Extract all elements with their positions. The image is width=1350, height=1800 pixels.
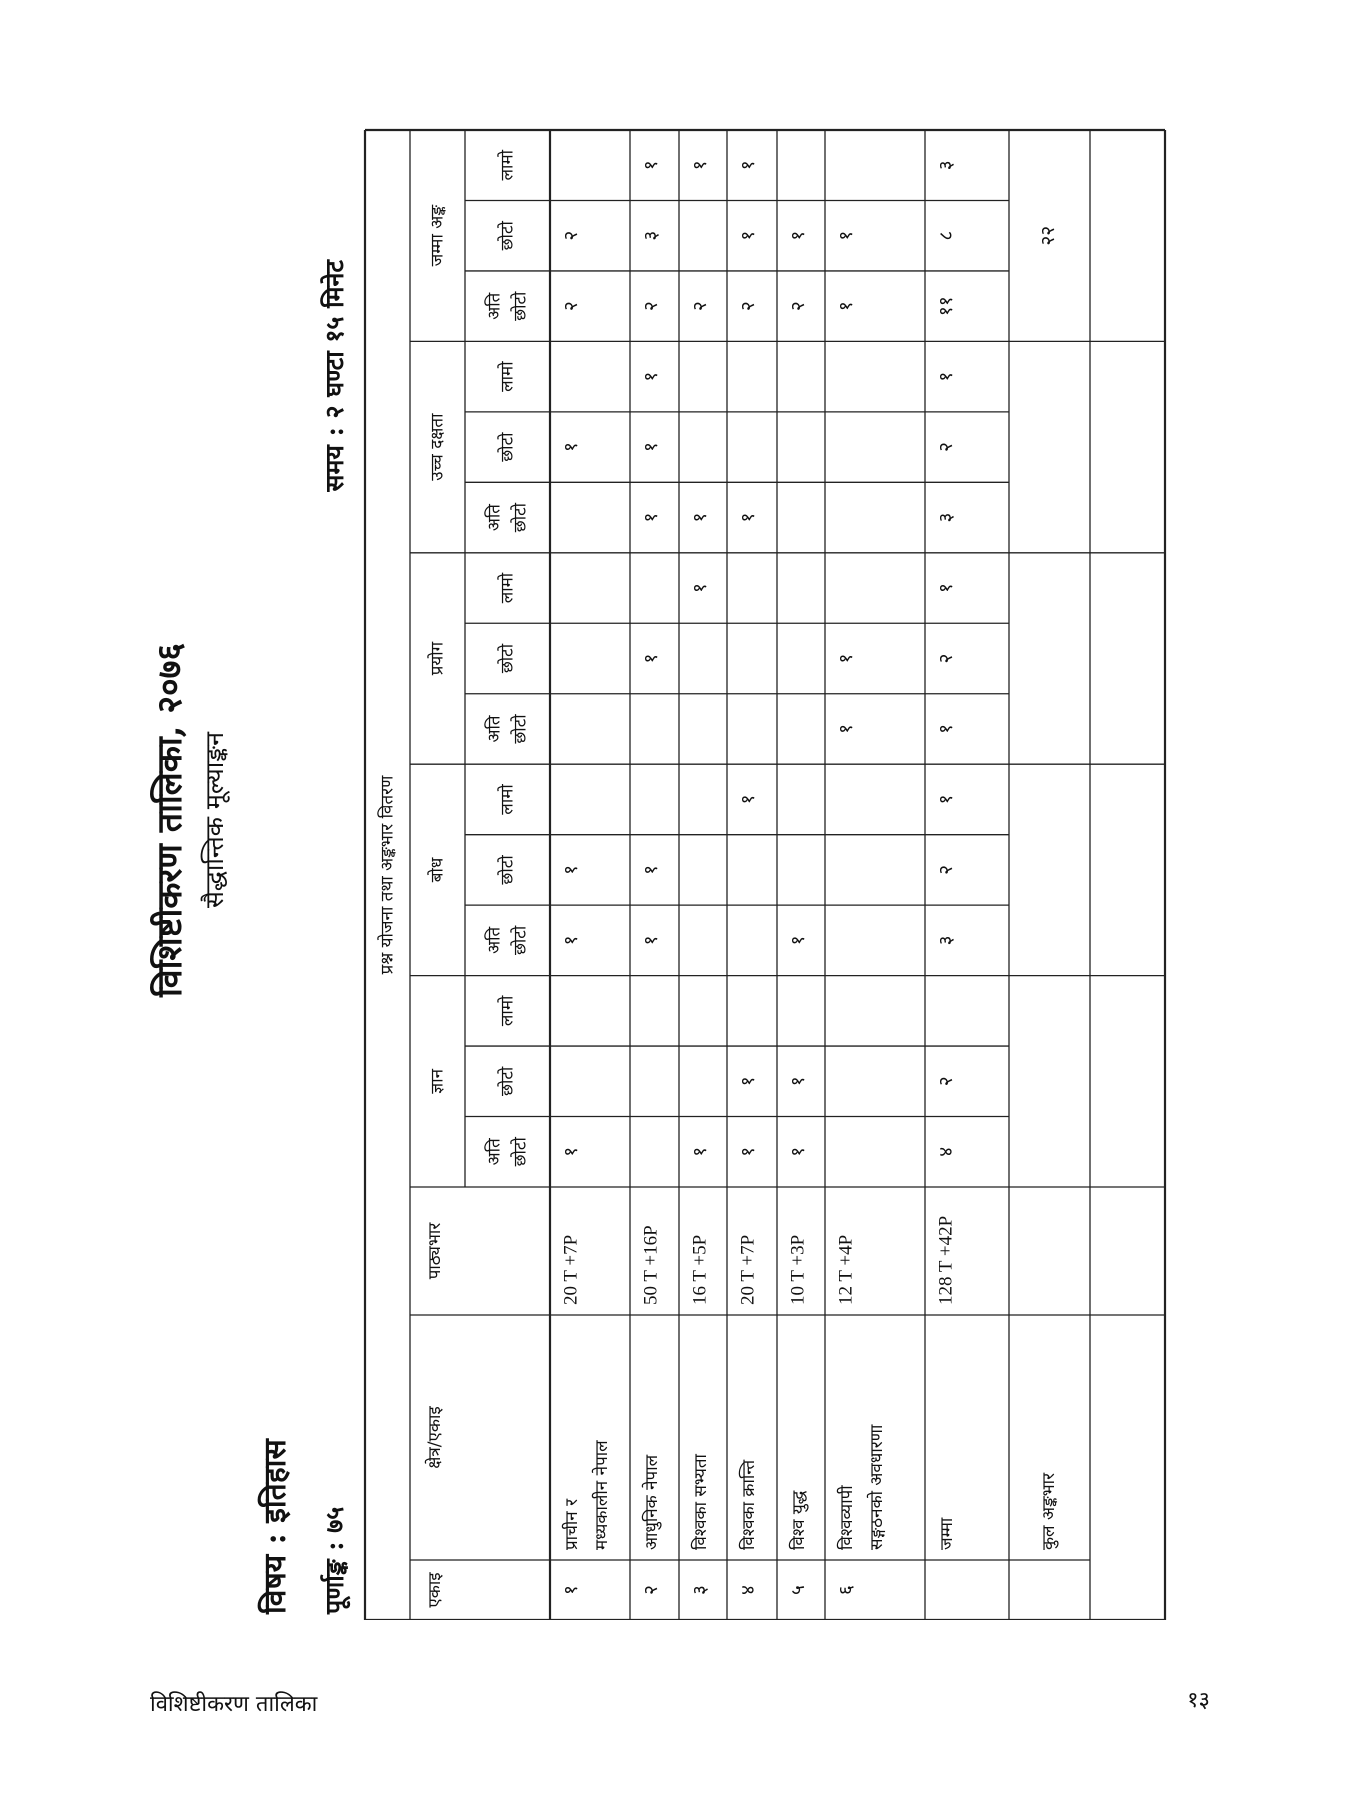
row-cell: १ (737, 1146, 759, 1157)
row-cell: १ (737, 160, 759, 171)
document-title: विशिष्टीकरण तालिका, २०७६ (150, 642, 190, 998)
row-area: प्राचीन र (562, 1498, 582, 1550)
group-header: उच्च दक्षता (427, 413, 448, 481)
row-unit: ३ (689, 1585, 711, 1595)
row-cell: १ (560, 864, 582, 875)
rotated-page-content (135, 20, 1185, 1620)
total-value: २२ (1037, 225, 1059, 246)
row-area: सङ्गठनको अवधारणा (867, 1424, 887, 1550)
row-cell: २ (935, 442, 957, 453)
row-cell: २ (689, 301, 711, 312)
row-cell: २ (935, 1076, 957, 1087)
row-cell: २ (787, 301, 809, 312)
row-area: विश्वका सभ्यता (691, 1454, 711, 1550)
specification-table (135, 20, 1185, 1620)
time-label: समय : २ घण्टा १५ मिनेट (320, 260, 349, 492)
group-header: प्रयोग (427, 641, 448, 676)
row-area: जम्मा (937, 1517, 957, 1550)
sub-column-header: लामो (497, 149, 518, 181)
sub-column-header: छोटो (510, 502, 531, 533)
row-weight: 50 T +16P (640, 1225, 662, 1305)
row-cell: १ (689, 583, 711, 593)
row-cell: १ (935, 583, 957, 593)
row-cell: १ (737, 1076, 759, 1087)
document-subtitle: सैद्धान्तिक मूल्याङ्कन (200, 732, 229, 908)
row-weight: 20 T +7P (560, 1234, 582, 1305)
row-cell: २ (560, 301, 582, 312)
sub-column-header: लामो (497, 995, 518, 1027)
subject-label: विषय : इतिहास (258, 1439, 293, 1614)
sub-column-header: लामो (497, 572, 518, 604)
row-cell: १ (935, 724, 957, 734)
row-cell: १ (560, 1146, 582, 1157)
row-area: विश्वव्यापी (837, 1485, 857, 1550)
row-cell: १ (737, 794, 759, 805)
sub-column-header: अति (484, 715, 505, 743)
row-area: विश्वका क्रान्ति (739, 1459, 759, 1550)
row-cell: २ (935, 653, 957, 664)
row-cell: १ (737, 512, 759, 523)
col-header-area: क्षेत्र/एकाइ (425, 1406, 445, 1469)
row-cell: १ (787, 935, 809, 946)
row-unit: २ (640, 1585, 662, 1595)
row-cell: १ (560, 442, 582, 453)
sub-column-header: छोटो (510, 714, 531, 744)
total-label: कुल अङ्कभार (1039, 1472, 1059, 1550)
row-cell: १ (640, 653, 662, 664)
row-weight: 20 T +7P (737, 1234, 759, 1305)
row-weight: 10 T +3P (787, 1234, 809, 1305)
sub-column-header: छोटो (497, 855, 518, 885)
sub-column-header: अति (484, 926, 505, 954)
sub-column-header: लामो (497, 361, 518, 392)
row-cell: ४ (935, 1146, 957, 1157)
row-cell: १ (640, 512, 662, 523)
row-cell: १ (935, 794, 957, 805)
row-cell: १ (835, 653, 857, 664)
row-cell: १ (689, 512, 711, 523)
table-main-header: प्रश्न योजना तथा अङ्कभार वितरण (377, 775, 398, 975)
sub-column-header: छोटो (497, 643, 518, 674)
row-unit: ४ (737, 1585, 759, 1595)
row-unit: ५ (787, 1585, 809, 1595)
row-cell: १ (835, 301, 857, 312)
sub-column-header: छोटो (497, 221, 518, 251)
row-cell: १ (787, 230, 809, 241)
col-header-unit: एकाइ (425, 1572, 445, 1608)
row-cell: १ (560, 935, 582, 946)
row-area: आधुनिक नेपाल (642, 1454, 662, 1550)
col-header-weight: पाठ्यभार (425, 1222, 445, 1280)
page-number: १३ (1187, 1688, 1210, 1713)
row-cell: ३ (640, 230, 662, 241)
row-unit: १ (560, 1585, 582, 1595)
sub-column-header: छोटो (510, 1137, 531, 1167)
row-area: विश्व युद्ध (789, 1490, 809, 1550)
row-cell: ३ (935, 935, 957, 946)
footer-label: विशिष्टीकरण तालिका (150, 1692, 318, 1717)
row-cell: २ (737, 301, 759, 312)
sub-column-header: अति (484, 504, 505, 532)
sub-column-header: अति (484, 292, 505, 320)
row-cell: १ (835, 724, 857, 734)
row-cell: १ (737, 230, 759, 241)
sub-column-header: छोटो (497, 432, 518, 462)
row-weight: 128 T +42P (935, 1215, 957, 1305)
row-area: मध्यकालीन नेपाल (592, 1440, 612, 1550)
group-header: बोध (427, 857, 448, 883)
row-weight: 16 T +5P (689, 1234, 711, 1305)
row-cell: १ (640, 371, 662, 382)
row-cell: १ (640, 160, 662, 171)
row-cell: ३ (935, 512, 957, 523)
row-cell: १ (640, 864, 662, 875)
full-marks-label: पूर्णाङ्क : ७५ (320, 1506, 349, 1614)
row-cell: १ (835, 230, 857, 241)
sub-column-header: अति (484, 1138, 505, 1166)
row-unit: ६ (835, 1585, 857, 1595)
sub-column-header: छोटो (497, 1066, 518, 1096)
row-cell: १ (689, 1146, 711, 1157)
sub-column-header: छोटो (510, 925, 531, 956)
row-cell: १ (787, 1076, 809, 1087)
row-cell: २ (560, 230, 582, 241)
row-cell: ८ (935, 230, 957, 241)
row-cell: २ (640, 301, 662, 312)
row-cell: ११ (935, 296, 957, 317)
row-cell: २ (935, 864, 957, 875)
row-cell: १ (689, 160, 711, 171)
row-cell: ३ (935, 160, 957, 171)
row-cell: १ (640, 935, 662, 946)
sub-column-header: लामो (497, 784, 518, 815)
row-cell: १ (935, 371, 957, 382)
row-cell: १ (787, 1146, 809, 1157)
group-header: ज्ञान (427, 1068, 448, 1094)
row-cell: १ (640, 442, 662, 453)
row-weight: 12 T +4P (835, 1234, 857, 1305)
sub-column-header: छोटो (510, 291, 531, 321)
group-header: जम्मा अङ्क (427, 204, 448, 267)
